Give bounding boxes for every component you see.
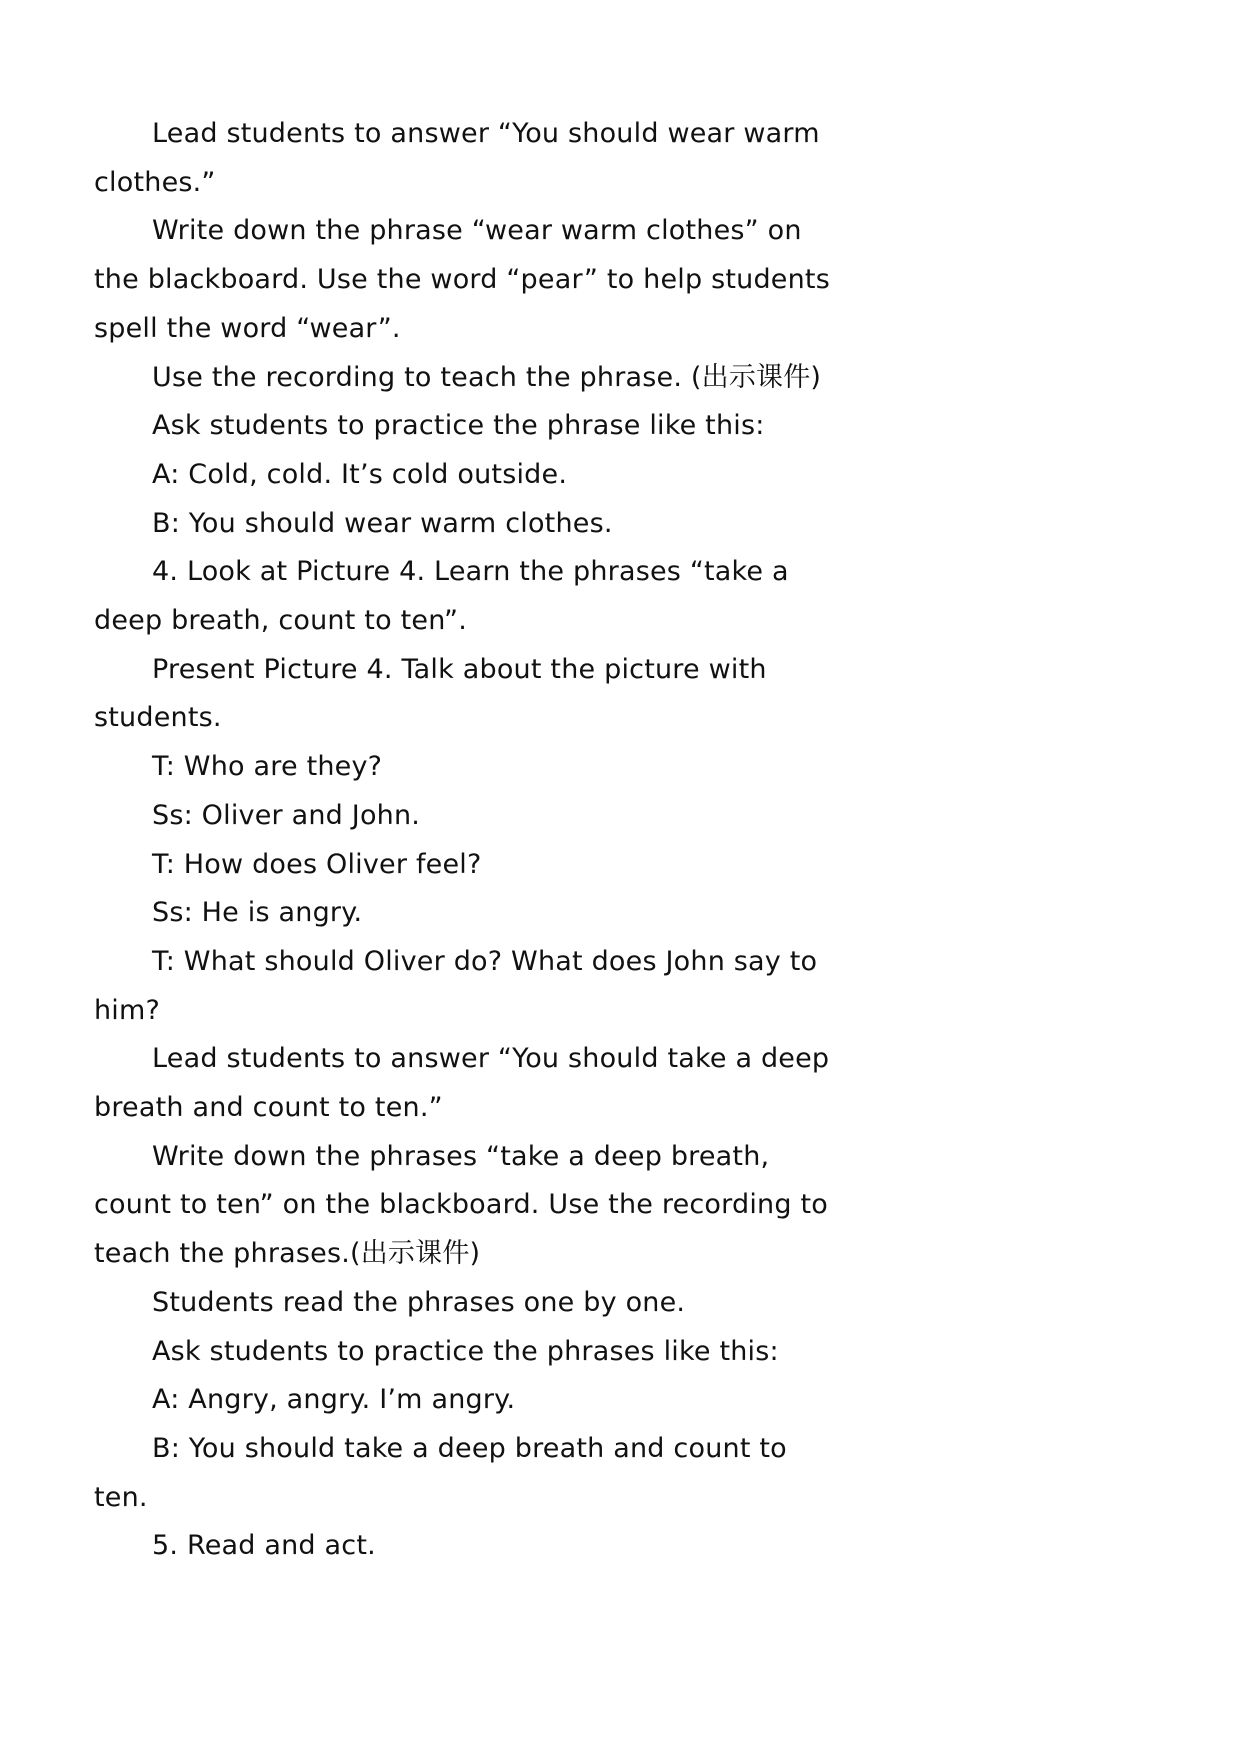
dialogue-line-a-angry: A: Angry, angry. I’m angry. — [152, 1384, 516, 1416]
paragraph-lead-deep-breath: Lead students to answer “You should take a deep breath and count to ten.” — [94, 1043, 830, 1124]
paragraph-practice-phrase: Ask students to practice the phrase like this: — [152, 410, 765, 442]
dialogue-line-t-who: T: Who are they? — [152, 751, 383, 783]
dialogue-line-a-cold: A: Cold, cold. It’s cold outside. — [152, 458, 568, 490]
paragraph-step-4: 4. Look at Picture 4. Learn the phrases “take a deep breath, count to ten”. — [94, 556, 789, 637]
paragraph-step-5: 5. Read and act. — [152, 1530, 376, 1562]
paragraph-present-picture-4: Present Picture 4. Talk about the picture with students. — [94, 653, 767, 734]
paragraph-write-phrases-breath: Write down the phrases “take a deep breath, count to ten” on the blackboard. Use the recording to teach the phrases.(出示课件) — [94, 1140, 828, 1270]
paragraph-read-phrases: Students read the phrases one by one. — [152, 1286, 686, 1318]
document-body — [94, 110, 844, 1571]
paragraph-lead-warm-clothes: Lead students to answer “You should wear warm clothes.” — [94, 118, 820, 198]
paragraph-recording-phrase: Use the recording to teach the phrase. (出示课件) — [152, 361, 822, 393]
dialogue-line-ss-names: Ss: Oliver and John. — [152, 799, 421, 831]
dialogue-line-t-feel: T: How does Oliver feel? — [152, 848, 482, 880]
dialogue-line-t-what-should: T: What should Oliver do? What does John say to him? — [94, 945, 818, 1026]
dialogue-line-b-warm: B: You should wear warm clothes. — [152, 507, 613, 539]
dialogue-line-ss-angry: Ss: He is angry. — [152, 897, 363, 929]
paragraph-write-phrase-wear: Write down the phrase “wear warm clothes” on the blackboard. Use the word “pear” to help students spell the word “wear”. — [94, 215, 830, 344]
dialogue-line-b-breath: B: You should take a deep breath and count to ten. — [94, 1432, 787, 1513]
paragraph-practice-phrases: Ask students to practice the phrases like this: — [152, 1335, 779, 1367]
